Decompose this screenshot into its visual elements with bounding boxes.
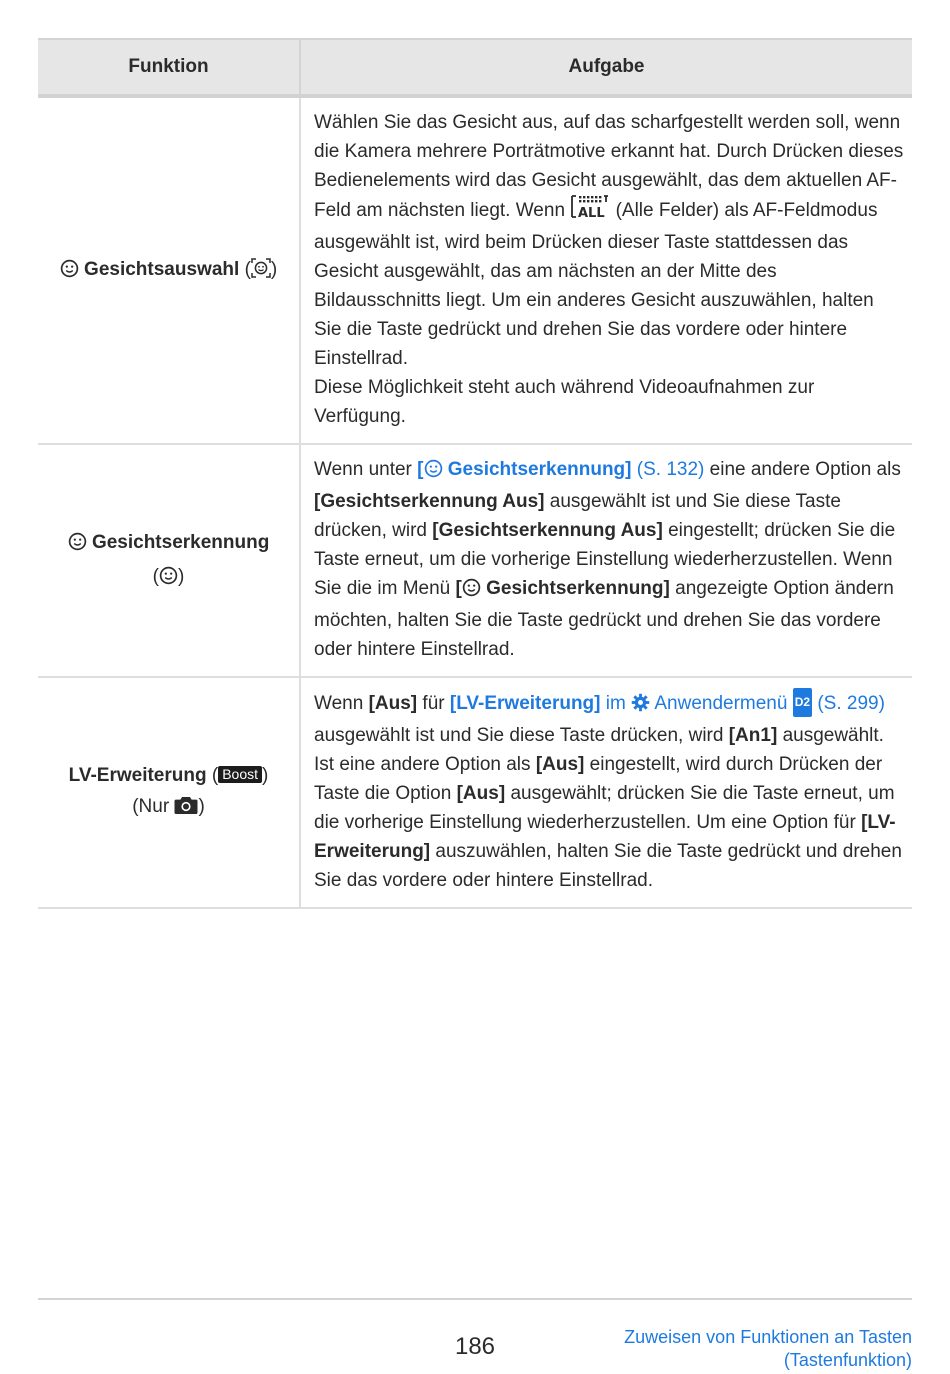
- paren-open: (: [244, 258, 251, 280]
- desc-bold: [Aus]: [456, 783, 506, 804]
- desc-text: ausgewählt ist und Sie diese Taste drücken, wird: [314, 491, 841, 541]
- desc-bold: [Aus]: [368, 693, 418, 714]
- desc-bold: [Gesichtserkennung Aus]: [314, 491, 545, 512]
- paren-open: (: [211, 765, 219, 786]
- desc-text: (Alle Felder) als AF-Feldmodus ausgewählt ist, wird beim Drücken dieser Taste stattdessen das Gesicht ausgewählt, das am nächsten an der Mitte des Bildausschnitts liegt. Um ein anderes Gesicht auszuwählen, halten Sie die Taste gedrückt und drehen Sie das vordere oder hintere Einstellrad.: [314, 200, 878, 369]
- gear-icon: [631, 692, 650, 721]
- table-row: [38, 444, 912, 677]
- paren-close: ): [198, 796, 205, 817]
- function-table: [38, 38, 912, 909]
- desc-bold: [Aus]: [535, 754, 585, 775]
- paren-close: ): [270, 258, 278, 280]
- page-number: 186: [454, 1333, 496, 1360]
- face-icon: [424, 458, 443, 487]
- desc-text: Wenn: [314, 693, 364, 714]
- page-ref-link[interactable]: (S. 299): [817, 693, 885, 714]
- desc-text: auszuwählen, halten Sie die Taste gedrückt und drehen Sie das vordere oder hintere Einstellrad.: [314, 841, 902, 891]
- header-funktion: Funktion: [38, 39, 300, 96]
- face-select-icon: [251, 257, 271, 288]
- table-row: [38, 677, 912, 908]
- desc-text: Wenn unter: [314, 459, 412, 480]
- function-cell: [38, 444, 300, 677]
- desc-text: Diese Möglichkeit steht auch während Videoaufnahmen zur Verfügung.: [314, 377, 815, 427]
- page-ref-link[interactable]: (S. 132): [636, 459, 705, 480]
- boost-badge: Boost: [218, 766, 262, 783]
- desc-text: für: [422, 693, 445, 714]
- paren-close: ): [178, 565, 185, 587]
- desc-text: eine andere Option als: [709, 459, 901, 480]
- bracket: [: [417, 459, 424, 480]
- bracket: [: [455, 578, 462, 599]
- desc-bold: [456, 578, 670, 599]
- lv-erweiterung-link[interactable]: [LV-Erweiterung]: [449, 693, 601, 714]
- gesichtserkennung-link[interactable]: [417, 459, 631, 480]
- desc-text: ausgewählt ist und Sie diese Taste drücken, wird: [314, 725, 724, 746]
- face-icon: [68, 530, 87, 561]
- desc-bold: [An1]: [728, 725, 778, 746]
- section-link[interactable]: [624, 1326, 912, 1372]
- camera-icon: [174, 794, 198, 825]
- face-icon: [462, 577, 481, 606]
- function-name: Gesichtsauswahl: [84, 258, 240, 280]
- function-cell: [38, 96, 300, 444]
- description-cell: [300, 444, 912, 677]
- desc-text: eingestellt; drücken Sie die Taste erneut, um die vorherige Einstellung wiederherzustellen. Wenn Sie die im Menü: [314, 520, 896, 599]
- table-row: [38, 96, 912, 444]
- link-text[interactable]: im: [605, 693, 626, 714]
- function-name: LV-Erweiterung: [68, 765, 207, 786]
- paren-open: (: [152, 565, 159, 587]
- d2-badge: D2: [793, 688, 812, 717]
- header-aufgabe: Aufgabe: [300, 39, 912, 96]
- desc-bold: [LV-Erweiterung]: [314, 812, 896, 862]
- desc-text: ausgewählt; drücken Sie die Taste erneut, um die vorherige Einstellung wiederherzustellen. Um eine Option für: [314, 783, 895, 833]
- nur-label: (Nur: [132, 796, 170, 817]
- desc-text: ausgewählt. Ist eine andere Option als: [314, 725, 884, 775]
- function-name: Gesichtserkennung: [91, 531, 270, 553]
- svg-text:ALL: ALL: [578, 206, 605, 219]
- function-cell: [38, 677, 300, 908]
- table-header-row: [38, 39, 912, 96]
- face-icon: [60, 257, 79, 288]
- description-cell: [300, 677, 912, 908]
- desc-text: angezeigte Option ändern möchten, halten Sie die Taste gedrückt und drehen Sie das vordere oder hintere Einstellrad.: [314, 578, 894, 660]
- footer-divider: [38, 1298, 912, 1300]
- link-text: Gesichtserkennung]: [447, 459, 632, 480]
- paren-close: ): [262, 765, 269, 786]
- face-icon: [159, 564, 178, 595]
- section-link-line2: (Tastenfunktion): [783, 1350, 912, 1370]
- desc-bold: [Gesichtserkennung Aus]: [432, 520, 663, 541]
- af-all-icon: [570, 195, 610, 228]
- section-link-line1: Zuweisen von Funktionen an Tasten: [624, 1327, 912, 1347]
- anwendermenue-link[interactable]: Anwendermenü: [654, 693, 788, 714]
- description-cell: [300, 96, 912, 444]
- bold-text: Gesichtserkennung]: [486, 578, 670, 599]
- desc-text: Wählen Sie das Gesicht aus, auf das scharfgestellt werden soll, wenn die Kamera mehrere Porträtmotive erkannt hat. Durch Drücken dieses Bedienelements wird das Gesicht ausgewählt, das dem aktuellen AF-Feld am nächsten liegt. Wenn: [314, 112, 904, 221]
- desc-text: eingestellt, wird durch Drücken der Taste die Option: [314, 754, 883, 804]
